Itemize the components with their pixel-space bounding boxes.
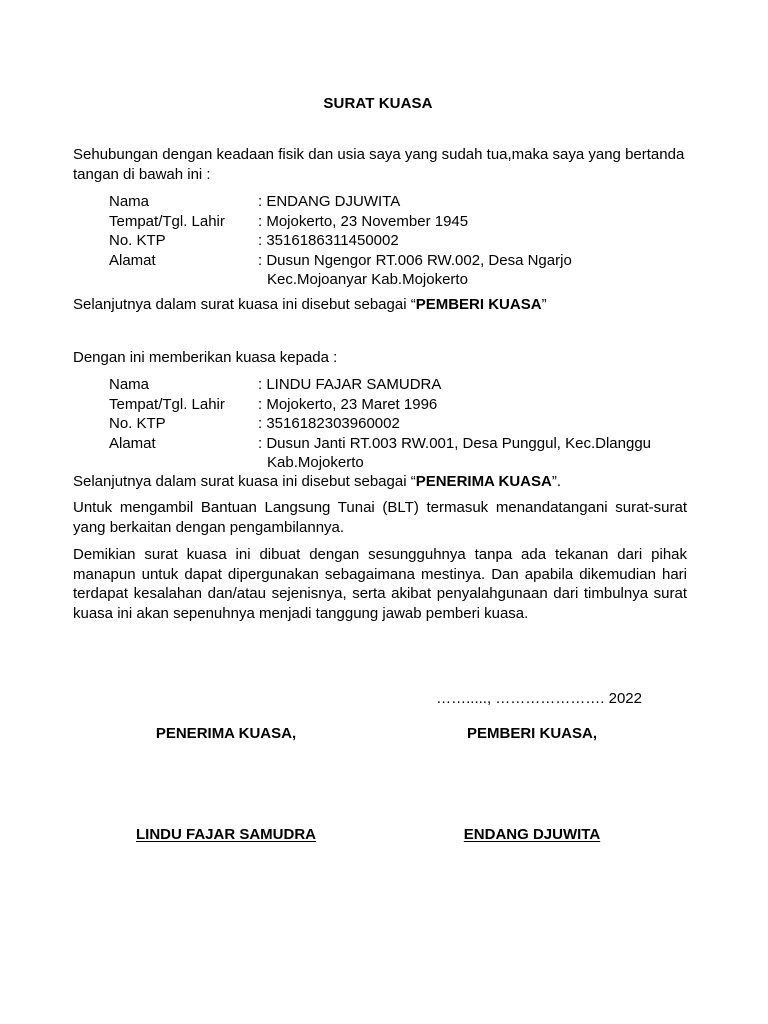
grantee-statement — [73, 472, 687, 492]
grantee-address-value: : Dusun Janti RT.003 RW.001, Desa Punggul, Kec.Dlanggu — [258, 434, 652, 452]
purpose-paragraph: Untuk mengambil Bantuan Langsung Tunai (BLT) termasuk menandatangani surat-surat yang berkaitan dengan pengambilannya. — [73, 499, 687, 536]
grantee-birth-label: Tempat/Tgl. Lahir — [109, 395, 225, 413]
grantee-table — [109, 375, 686, 473]
closing-paragraph: Demikian surat kuasa ini dibuat dengan sesungguhnya tanpa ada tekanan dari pihak manapun untuk dapat dipergunakan sebagaimana mestinya. Dan apabila dikemudian hari terdapat kesalahan dan/atau sejenisnya, serta akibat penyalahgunaan dari timbulnya surat kuasa ini akan sepenuhnya menjadi tanggung jawab pemberi kuasa. — [73, 546, 687, 622]
grantor-statement-text: Selanjutnya dalam surat kuasa ini disebut sebagai “ — [73, 296, 416, 313]
grantee-name-row — [109, 375, 686, 395]
grantee-signature-name-block — [111, 825, 341, 845]
grantor-statement-end: ” — [541, 296, 547, 313]
grantor-ktp-label: No. KTP — [109, 232, 166, 249]
document-title: SURAT KUASA — [323, 95, 433, 112]
grantee-name-label: Nama — [109, 376, 150, 393]
grantor-statement — [73, 295, 687, 315]
grantee-name-value: : LINDU FAJAR SAMUDRA — [258, 376, 442, 393]
grantor-signature-name: ENDANG DJUWITA — [463, 826, 601, 843]
signature-block-grantee — [111, 724, 341, 744]
grantee-address-label: Alamat — [109, 434, 156, 452]
grantor-address-value: : Dusun Ngengor RT.006 RW.002, Desa Ngarjo — [258, 251, 572, 269]
grantor-signature-role: PEMBERI KUASA, — [466, 725, 597, 742]
grantee-role-term: PENERIMA KUASA — [415, 473, 552, 490]
grantor-ktp-value: : 3516186311450002 — [258, 232, 399, 249]
grantor-birth-row — [109, 212, 686, 232]
grantee-address-row — [109, 434, 686, 473]
grantor-name-value: : ENDANG DJUWITA — [258, 193, 401, 210]
grantee-ktp-row — [109, 414, 686, 434]
grantee-signature-role: PENERIMA KUASA, — [155, 725, 297, 742]
grantor-signature-name-block — [417, 825, 647, 845]
grantee-ktp-value: : 3516182303960002 — [258, 415, 400, 432]
opening-paragraph: Sehubungan dengan keadaan fisik dan usia saya yang sudah tua,maka saya yang bertanda tangan di bawah ini : — [73, 146, 685, 183]
grantor-address-continuation: Kec.Mojoanyar Kab.Mojokerto — [267, 271, 468, 288]
grantor-table — [109, 192, 686, 290]
grantee-birth-row — [109, 395, 686, 415]
grantor-address-label: Alamat — [109, 251, 156, 269]
grantee-address-continuation: Kab.Mojokerto — [267, 454, 364, 471]
grantee-statement-text: Selanjutnya dalam surat kuasa ini disebut sebagai “ — [73, 473, 416, 490]
grantor-address-block — [258, 251, 686, 290]
grantor-name-label: Nama — [109, 193, 150, 210]
grantee-statement-end: ”. — [551, 473, 562, 490]
grantee-intro: Dengan ini memberikan kuasa kepada : — [73, 349, 338, 366]
grantor-role-term: PEMBERI KUASA — [415, 296, 542, 313]
grantor-ktp-row — [109, 231, 686, 251]
grantee-ktp-label: No. KTP — [109, 415, 166, 432]
signature-block-grantor — [417, 724, 647, 744]
place-date-line: ……....., …………………. 2022 — [436, 690, 642, 707]
grantor-name-row — [109, 192, 686, 212]
grantee-birth-value: : Mojokerto, 23 Maret 1996 — [258, 395, 438, 413]
grantee-signature-name: LINDU FAJAR SAMUDRA — [136, 826, 316, 843]
grantor-birth-label: Tempat/Tgl. Lahir — [109, 212, 225, 230]
grantor-address-row — [109, 251, 686, 290]
grantor-birth-value: : Mojokerto, 23 November 1945 — [258, 212, 469, 230]
grantee-address-block — [258, 434, 686, 473]
